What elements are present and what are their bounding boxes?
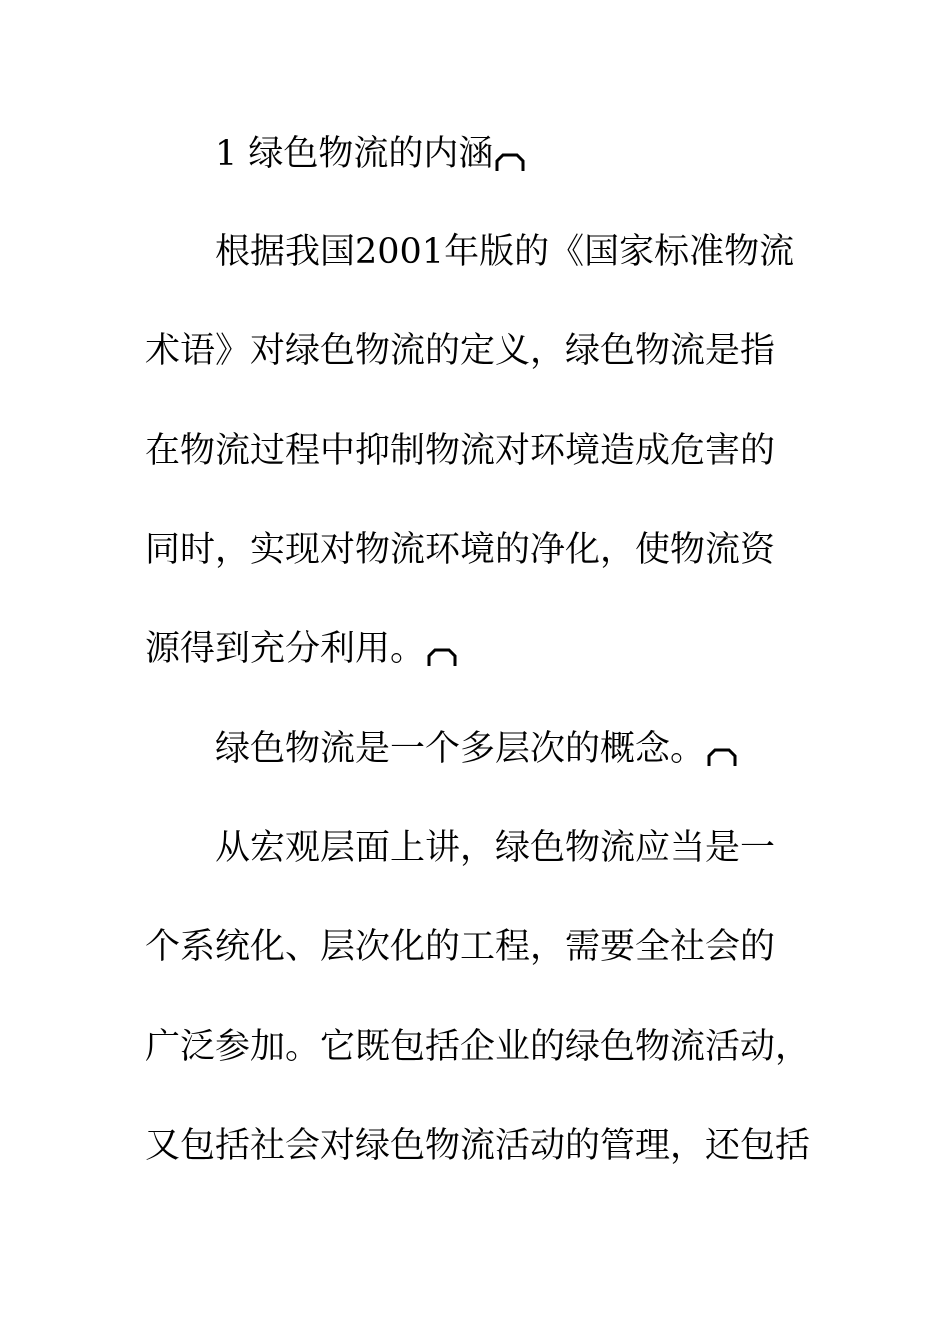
body-line — [145, 1027, 810, 1067]
body-line — [145, 629, 457, 669]
body-text: 术语》对绿色物流的定义，绿色物流是指 — [145, 331, 776, 371]
body-line — [215, 828, 775, 868]
heading-text: 1 绿色物流的内涵 — [215, 134, 494, 174]
body-text: 个系统化、层次化的工程，需要全社会的 — [145, 927, 776, 967]
body-line — [215, 232, 794, 272]
body-line — [145, 927, 775, 967]
body-line — [145, 530, 775, 570]
body-text: 在物流过程中抑制物流对环境造成危害的 — [145, 431, 776, 471]
body-text: 又包括社会对绿色物流活动的管理，还包括 — [145, 1126, 811, 1166]
paragraph-mark-icon — [495, 149, 525, 173]
body-text: 同时，实现对物流环境的净化，使物流资 — [145, 530, 776, 570]
body-line — [145, 1126, 810, 1166]
body-text: 广泛参加。它既包括企业的绿色物流活动， — [145, 1027, 811, 1067]
body-text: 绿色物流是一个多层次的概念。 — [215, 729, 706, 769]
body-line — [145, 431, 775, 471]
body-line — [145, 331, 775, 371]
paragraph-mark-icon — [707, 744, 737, 768]
body-text: 根据我国2001年版的《国家标准物流 — [215, 232, 795, 272]
paragraph-mark-icon — [427, 644, 457, 668]
body-text: 从宏观层面上讲，绿色物流应当是一 — [215, 828, 776, 868]
body-line — [215, 729, 737, 769]
heading-line — [215, 134, 525, 174]
body-text: 源得到充分利用。 — [145, 629, 426, 669]
